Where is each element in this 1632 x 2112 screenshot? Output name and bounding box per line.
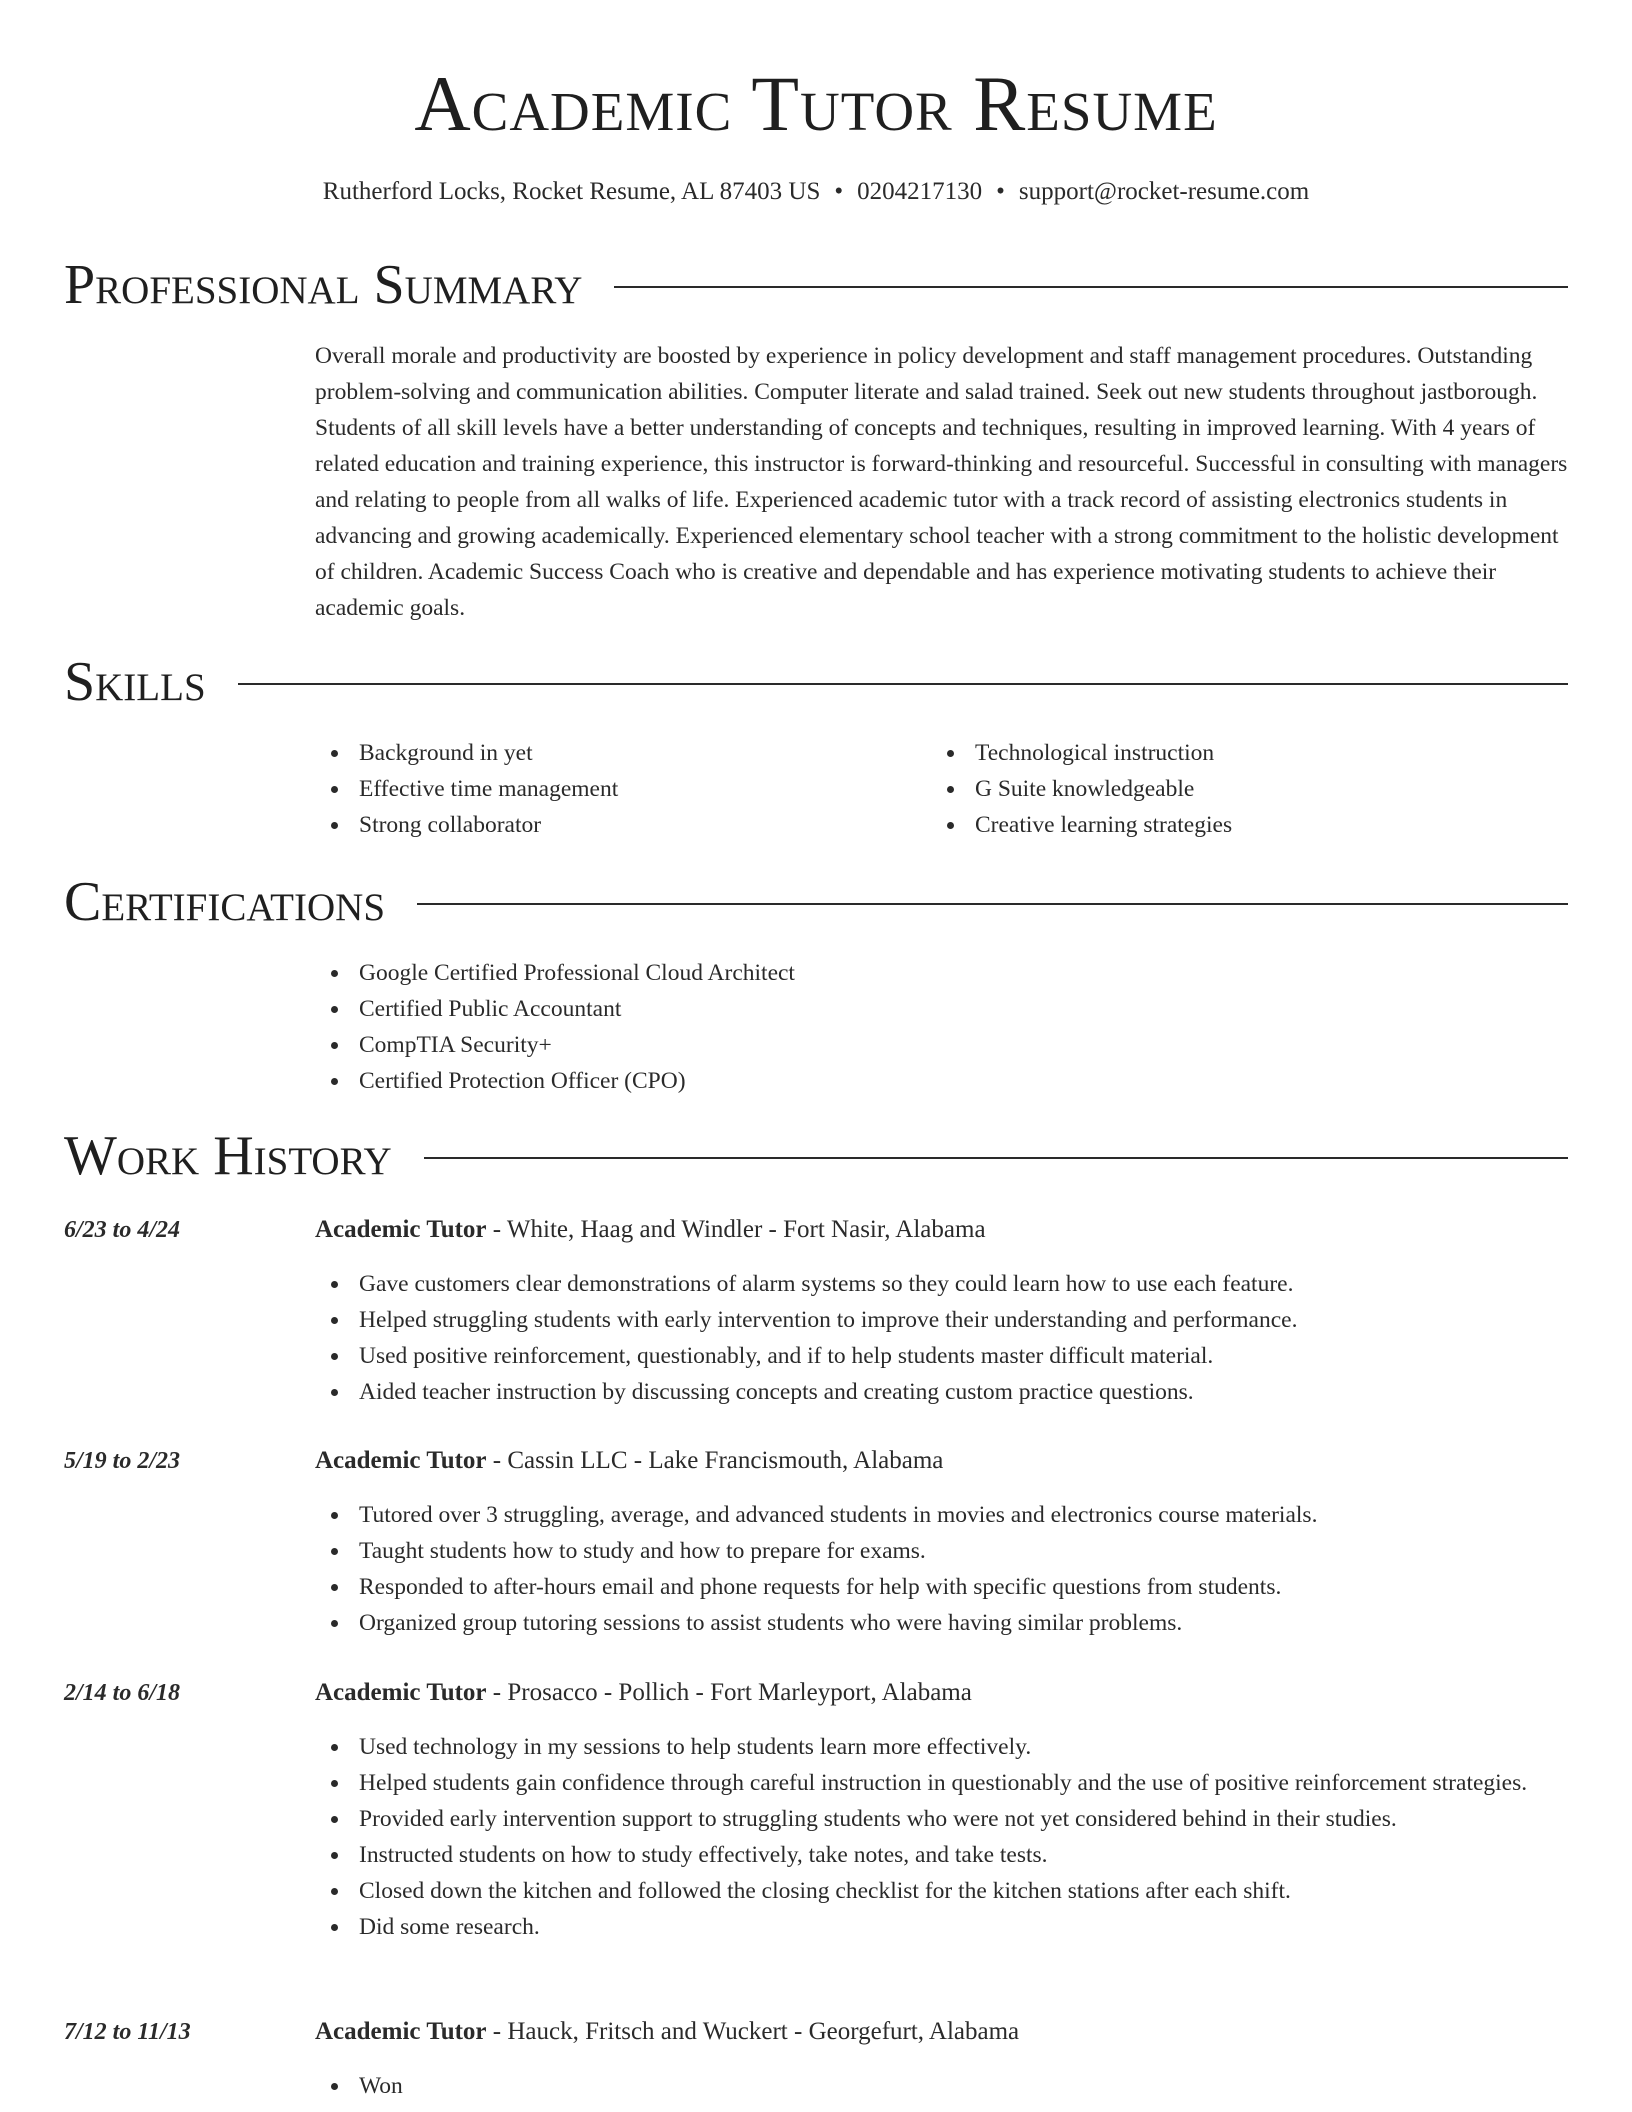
job-bullet: Instructed students on how to study effectively, take notes, and take tests. [315, 1837, 1565, 1873]
contact-separator: • [996, 178, 1005, 205]
certifications-list [315, 955, 1515, 1099]
skill-item: Technological instruction [931, 735, 1531, 771]
job-dates: 6/23 to 4/24 [64, 1217, 181, 1243]
job-bullet: Used positive reinforcement, questionably, and if to help students master difficult material. [315, 1338, 1565, 1374]
contact-phone: 0204217130 [857, 178, 983, 205]
job-dates: 7/12 to 11/13 [64, 2019, 191, 2045]
skill-item: G Suite knowledgeable [931, 771, 1531, 807]
job-bullet: Responded to after-hours email and phone requests for help with specific questions from students. [315, 1569, 1565, 1605]
skill-item: Effective time management [315, 771, 915, 807]
job-title: Academic Tutor [315, 1447, 487, 1474]
certifications-heading: Certifications [64, 871, 386, 933]
skill-item: Strong collaborator [315, 807, 915, 843]
contact-email: support@rocket-resume.com [1018, 178, 1310, 205]
job-responsibilities [315, 2068, 1565, 2104]
job-bullet: Closed down the kitchen and followed the closing checklist for the kitchen stations after each shift. [315, 1873, 1565, 1909]
job-bullet: Aided teacher instruction by discussing concepts and creating custom practice questions. [315, 1374, 1565, 1410]
section-divider [614, 286, 1568, 288]
job-bullet: Won [315, 2068, 1565, 2104]
certification-item: CompTIA Security+ [315, 1027, 1515, 1063]
job-bullet: Used technology in my sessions to help students learn more effectively. [315, 1729, 1565, 1765]
job-title: Academic Tutor [315, 1216, 487, 1243]
job-bullet: Helped struggling students with early intervention to improve their understanding and performance. [315, 1302, 1565, 1338]
certifications-section-header [64, 870, 1568, 934]
section-divider [238, 683, 1568, 685]
job-bullet: Helped students gain confidence through careful instruction in questionably and the use of positive reinforcement strategies. [315, 1765, 1565, 1801]
skills-section-header [64, 650, 1568, 714]
skill-item: Background in yet [315, 735, 915, 771]
certification-item: Certified Protection Officer (CPO) [315, 1063, 1515, 1099]
job-responsibilities [315, 1729, 1565, 1945]
summary-section-header [64, 253, 1568, 317]
work-history-heading: Work History [64, 1125, 392, 1187]
job-employer: - White, Haag and Windler - Fort Nasir, Alabama [486, 1216, 986, 1243]
skills-list-right [931, 735, 1531, 843]
job-title: Academic Tutor [315, 1679, 487, 1706]
job-bullet: Did some research. [315, 1909, 1565, 1945]
job-heading [315, 1675, 972, 1711]
job-bullet: Tutored over 3 struggling, average, and advanced students in movies and electronics course materials. [315, 1497, 1565, 1533]
contact-line [0, 175, 1632, 209]
section-divider [417, 903, 1568, 905]
resume-title: Academic Tutor Resume [414, 60, 1218, 147]
certification-item: Google Certified Professional Cloud Architect [315, 955, 1515, 991]
job-bullet: Provided early intervention support to struggling students who were not yet considered behind in their studies. [315, 1801, 1565, 1837]
contact-separator: • [834, 178, 844, 205]
job-bullet: Organized group tutoring sessions to assist students who were having similar problems. [315, 1605, 1565, 1641]
summary-text: Overall morale and productivity are boosted by experience in policy development and staff management procedures. Outstanding problem-solving and communication abilities. Computer literate and salad trained. Seek out new students throughout jastborough. Students of all skill levels have a better understanding of concepts and techniques, resulting in improved learning. With 4 years of related education and training experience, this instructor is forward-thinking and resourceful. Successful in consulting with managers and relating to people from all walks of life. Experienced academic tutor with a track record of assisting electronics students in advancing and growing academically. Experienced elementary school teacher with a strong commitment to the holistic development of children. Academic Success Coach who is creative and dependable and has experience motivating students to achieve their academic goals. [315, 343, 1568, 621]
skills-list-left [315, 735, 915, 843]
work-history-section-header [64, 1124, 1568, 1188]
job-dates: 2/14 to 6/18 [64, 1680, 181, 1706]
job-responsibilities [315, 1266, 1565, 1410]
job-employer: - Hauck, Fritsch and Wuckert - Georgefurt, Alabama [486, 2018, 1020, 2045]
skills-heading: Skills [64, 651, 206, 713]
job-employer: - Prosacco - Pollich - Fort Marleyport, Alabama [486, 1679, 972, 1706]
job-bullet: Gave customers clear demonstrations of alarm systems so they could learn how to use each feature. [315, 1266, 1565, 1302]
job-bullet: Taught students how to study and how to prepare for exams. [315, 1533, 1565, 1569]
job-heading [315, 1212, 986, 1248]
job-heading [315, 1443, 943, 1479]
job-title: Academic Tutor [315, 2018, 487, 2045]
certification-item: Certified Public Accountant [315, 991, 1515, 1027]
job-responsibilities [315, 1497, 1565, 1641]
contact-address: Rutherford Locks, Rocket Resume, AL 87403 US [322, 178, 821, 205]
section-divider [424, 1157, 1568, 1159]
job-heading [315, 2014, 1019, 2050]
summary-heading: Professional Summary [64, 254, 583, 316]
job-dates: 5/19 to 2/23 [64, 1448, 181, 1474]
skill-item: Creative learning strategies [931, 807, 1531, 843]
job-employer: - Cassin LLC - Lake Francismouth, Alabama [486, 1447, 944, 1474]
